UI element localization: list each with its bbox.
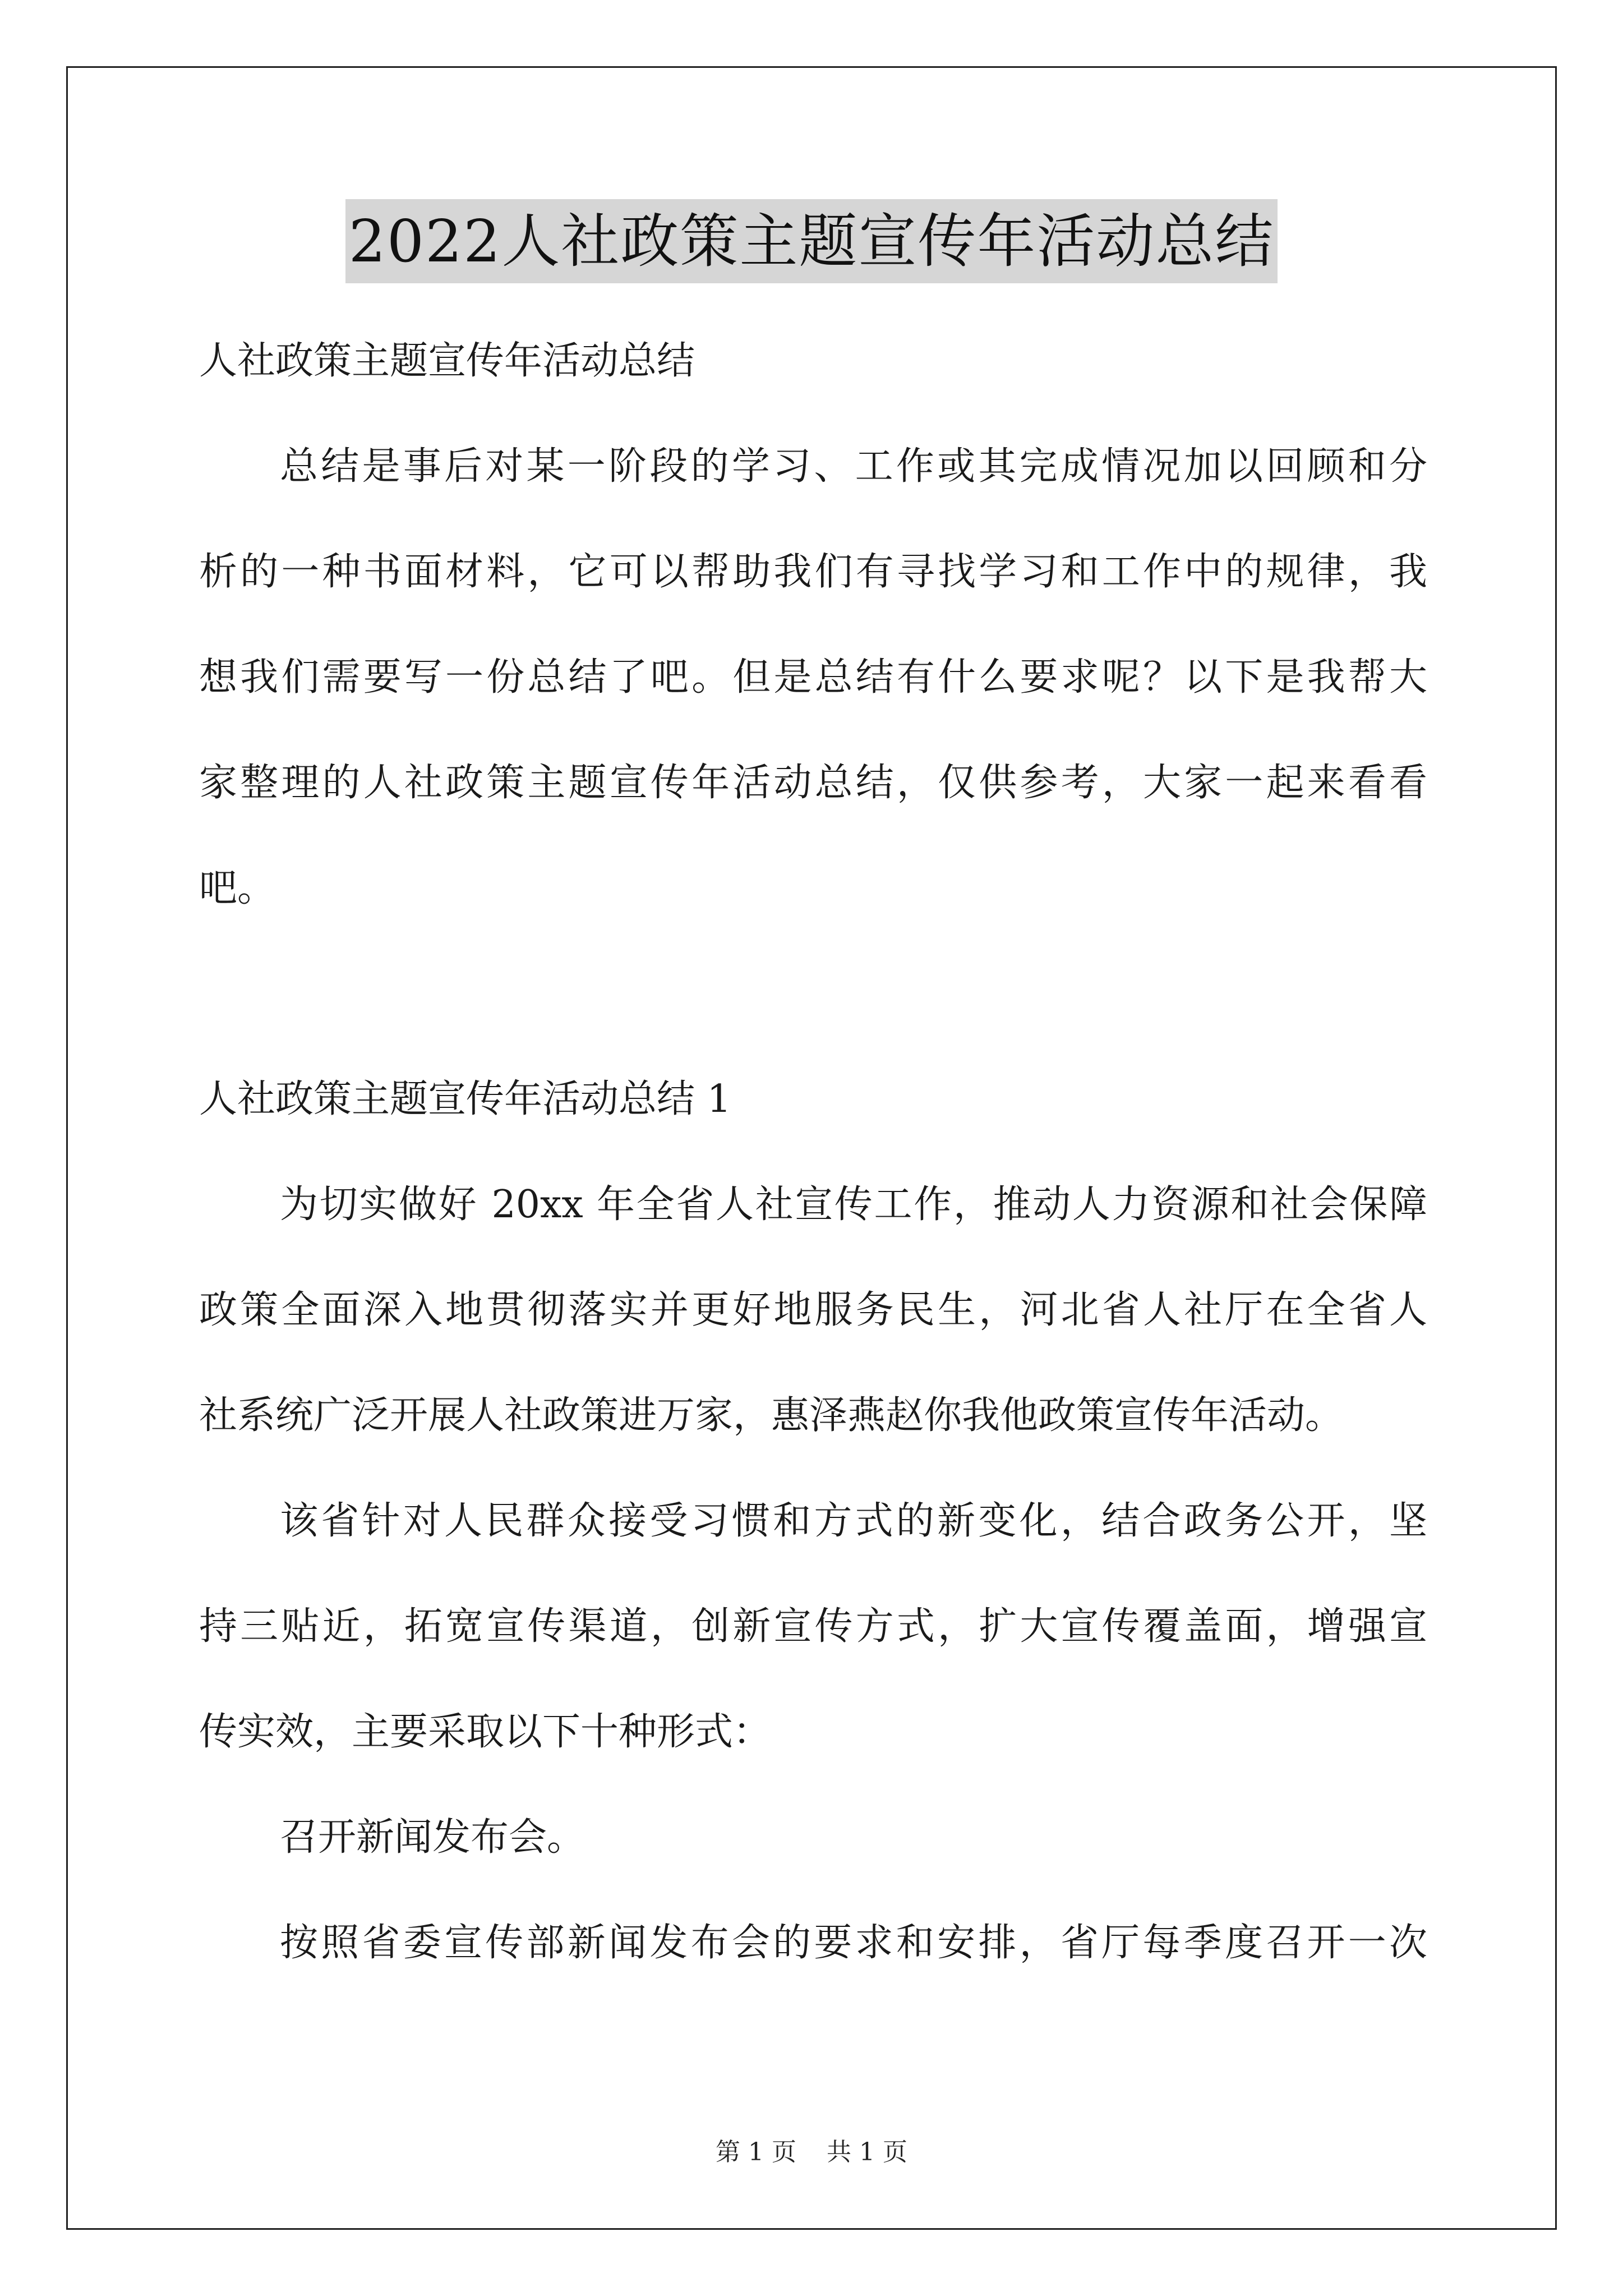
- paragraph-line: 想我们需要写一份总结了吧。但是总结有什么要求呢？以下是我帮大: [199, 655, 1427, 700]
- paragraph-line: 吧。: [199, 866, 276, 910]
- paragraph-line: 析的一种书面材料，它可以帮助我们有寻找学习和工作中的规律，我: [199, 550, 1427, 594]
- paragraph-line: 为切实做好 20xx 年全省人社宣传工作，推动人力资源和社会保障: [280, 1182, 1427, 1227]
- paragraph-line: 政策全面深入地贯彻落实并更好地服务民生，河北省人社厅在全省人: [199, 1288, 1427, 1332]
- subtitle-line: 人社政策主题宣传年活动总结: [199, 339, 695, 383]
- page-number: 第 1 页: [716, 2138, 796, 2166]
- paragraph-line: 召开新闻发布会。: [280, 1815, 585, 1860]
- title-container: [0, 199, 1623, 283]
- paragraph-line: 按照省委宣传部新闻发布会的要求和安排，省厅每季度召开一次: [280, 1921, 1427, 1965]
- page-footer: [0, 2132, 1623, 2168]
- paragraph-line: 该省针对人民群众接受习惯和方式的新变化，结合政务公开，坚: [280, 1499, 1427, 1543]
- section-heading: 人社政策主题宣传年活动总结 1: [199, 1077, 731, 1121]
- document-title: 2022人社政策主题宣传年活动总结: [345, 199, 1278, 283]
- document-body: [199, 309, 1427, 1996]
- blank-line: [199, 941, 1427, 1047]
- paragraph-line: 持三贴近，拓宽宣传渠道，创新宣传方式，扩大宣传覆盖面，增强宣: [199, 1604, 1427, 1649]
- paragraph-line: 总结是事后对某一阶段的学习、工作或其完成情况加以回顾和分: [280, 444, 1427, 489]
- paragraph-line: 传实效，主要采取以下十种形式：: [199, 1710, 772, 1754]
- paragraph-line: 家整理的人社政策主题宣传年活动总结，仅供参考，大家一起来看看: [199, 761, 1427, 805]
- page-total: 共 1 页: [827, 2138, 907, 2166]
- paragraph-line: 社系统广泛开展人社政策进万家，惠泽燕赵你我他政策宣传年活动。: [199, 1393, 1344, 1438]
